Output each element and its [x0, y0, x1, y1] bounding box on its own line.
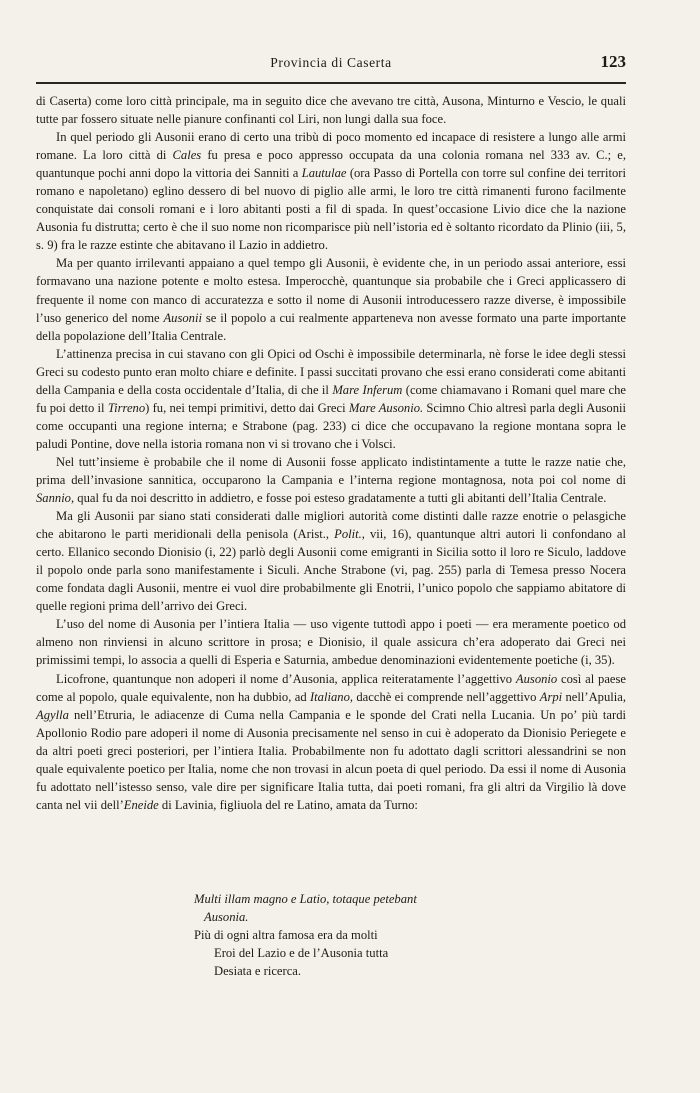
text-run: (ora Passo di Portella con torre sul confine dei territori romano e napoletano) eglino dessero di bel nuovo di piglio alle armi, le loro tre città rimanenti furono facilmente conquistate dai consoli romani e i loro abitanti posti a fil di spada. In quest’occasione Livio dice che la nazione Ausonia fu distrutta; certo è che il suo nome non ricomparisce più nell’istoria ed è soltanto ricordato da Plinio (iii, 5, s. 9) fra le razze estinte che abitavano il Lazio in addietro.: [36, 166, 626, 253]
body-text: [36, 92, 626, 814]
italic-term: Ausonii: [163, 310, 202, 325]
page-header: [36, 52, 626, 76]
page-number: 123: [600, 52, 626, 71]
paragraph: [36, 507, 626, 615]
text-run: nell’Apulia,: [562, 689, 627, 704]
text-run: dacchè ei comprende nell’aggettivo: [353, 689, 540, 704]
verse-line-latin-1: Multi illam magno e Latio, totaque petebant: [194, 892, 417, 906]
verse-line-italian-3: Desiata e ricerca.: [214, 964, 302, 978]
verse-line-italian-2: Eroi del Lazio e de l’Ausonia tutta: [214, 946, 389, 960]
text-run: di Caserta) come loro città principale, ma in seguito dice che avevano tre città, Ausona, Minturno e Vescio, le quali tutte par fossero situate nelle pianure confinanti col Liri, non lungi dalla sua foce.: [36, 94, 626, 127]
paragraph: [36, 615, 626, 669]
text-run: nell’Etruria, le adiacenze di Cuma nella Campania e le sponde del Crati nella Lucania. Un po’ più tardi Apollonio Rodio pare adoperi il nome di Ausonia precisamente nel senso in cui è adoperato da Dionisio Periegete e da altri poeti greci posteriori, per l’intiera Italia. Probabilmente non fu adottato dagli scrittori alessandrini se non quale equivalente poetico per Italia, nome che non trovasi in alcun poeta di quel periodo. Da essi il nome di Ausonia fu adottato nell’istesso senso, vale dire per significare Italia tutta, dai poeti romani, fra gli altri da Virgilio là dove canta nel vii dell’: [36, 707, 626, 812]
italic-term: Polit.,: [334, 527, 365, 542]
text-run: Ma per quanto irrilevanti appaiano a quel tempo gli Ausonii, è evidente che, in un periodo assai anteriore, essi formavano una nazione potente e molto estesa. Imperocchè, quantunque sia probabile che i Greci applicassero di frequente il nome con manco di accuratezza e sotto il nome di Ausonii introducessero razze diverse, è impossibile l’uso generico del nome: [36, 256, 626, 325]
italic-term: Lautulae: [301, 166, 347, 181]
italic-term: Italiano,: [309, 689, 354, 704]
text-run: Ma gli Ausonii par siano stati considerati dalle migliori autorità come distinti dalle razze enotrie o pelasgiche che abitarono le parti meridionali della penisola (Arist.,: [36, 509, 626, 542]
italic-term: Tirreno: [107, 400, 146, 415]
text-run: ) fu, nei tempi primitivi, detto dai Greci: [145, 400, 349, 415]
verse-quotation: [194, 890, 614, 980]
text-run: Scimno Chio altresì parla degli Ausonii come occupanti una regione interna; e Strabone (pag. 233) ci dice che occupavano la regione montana sopra le paludi Pontine, dove nella istoria romana non vi si trovano che i Volsci.: [36, 400, 626, 451]
italic-term: Ausonio: [515, 671, 558, 686]
text-run: (come chiamavano i Romani quel mare che fu poi detto il: [36, 382, 626, 415]
paragraph: [36, 670, 626, 814]
text-run: L’attinenza precisa in cui stavano con gli Opici od Oschi è impossibile determinarla, nè forse le idee degli stessi Greci su codesto punto eran molto chiare e definite. I passi succitati provano che essi erano considerati come abitanti della Campania e della costa occidentale d’Italia, di che il: [36, 346, 626, 397]
text-run: Nel tutt’insieme è probabile che il nome di Ausonii fosse applicato indistintamente a tutte le razze natie che, prima dell’invasione sannitica, occuparono la Campania e l’interna regione montagnosa, nota poi col nome di: [36, 454, 626, 487]
text-run: se il popolo a cui realmente apparteneva non avesse formato una parte importante della popolazione dell’Italia Centrale.: [36, 310, 627, 343]
paragraph: [36, 92, 626, 128]
header-rule: [36, 82, 626, 84]
italic-term: Arpi: [539, 689, 563, 704]
italic-term: Sannio,: [36, 491, 75, 506]
paragraph: [36, 254, 626, 344]
paragraph: [36, 453, 626, 507]
text-run: vii, 16), quantunque altri autori li confondano al certo. Ellanico secondo Dionisio (i, 22) parlò degli Ausonii come emigranti in Sicilia sotto il loro re Siculo, laddove il popolo onde parla sono manifestamente i Siculi. Anche Strabone (vi, pag. 255) parla di Temesa presso Nocera come fondata dagli Ausonii, mentre ei vuol dire probabilmente gli Enotrii, l’unico popolo che sappiamo abitatore di quelle regioni prima dell’arrivo dei Greci.: [36, 527, 626, 614]
paragraph: [36, 345, 626, 453]
italic-term: Eneide: [123, 797, 159, 812]
text-run: fu presa e poco appresso occupata da una colonia romana nel 333 av. C.; e, quantunque pochi anni dopo la vittoria dei Sanniti a: [36, 148, 626, 181]
verse-line-italian-1: Più di ogni altra famosa era da molti: [194, 928, 378, 942]
text-run: Licofrone, quantunque non adoperi il nome d’Ausonia, applica reiteratamente l’aggettivo: [56, 671, 516, 686]
text-run: qual fu da noi descritto in addietro, e fosse poi esteso gradatamente a tutti gli abitanti dell’Italia Centrale.: [74, 491, 607, 506]
text-run: così al paese come al popolo, quale equivalente, non ha dubbio, ad: [36, 671, 626, 704]
italic-term: Cales: [172, 148, 202, 163]
text-run: L’uso del nome di Ausonia per l’intiera Italia — uso vigente tuttodì appo i poeti — era meramente poetico od almeno non rinviensi in alcuno scrittore in prosa; e Dionisio, il quale assicura ch’era adoperato dai Greci nei primissimi tempi, lo associa a quelli di Esperia e Saturnia, ambedue denominazioni evidentemente poetiche (i, 35).: [36, 617, 626, 668]
italic-term: Mare Ausonio.: [348, 400, 424, 415]
italic-term: Mare Inferum: [332, 382, 403, 397]
paragraph: [36, 128, 626, 254]
text-run: In quel periodo gli Ausonii erano di certo una tribù di poco momento ed incapace di resistere a lungo alle armi romane. La loro città di: [36, 130, 626, 163]
verse-line-latin-2: Ausonia.: [204, 910, 249, 924]
text-run: di Lavinia, figliuola del re Latino, amata da Turno:: [158, 797, 418, 812]
italic-term: Agylla: [36, 707, 69, 722]
running-title: Provincia di Caserta: [270, 55, 392, 70]
